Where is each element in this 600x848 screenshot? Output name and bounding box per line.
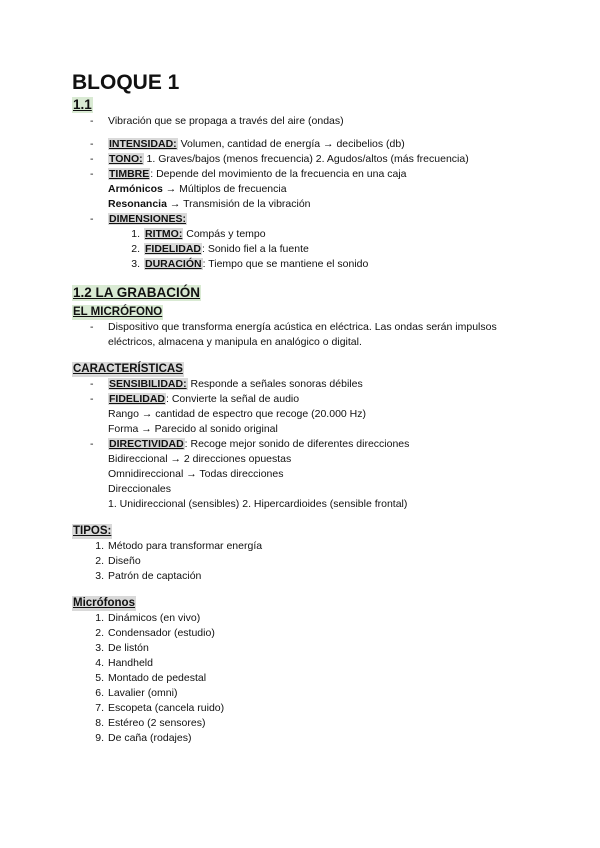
list-item: 3. Patrón de captación [95, 570, 202, 582]
bidireccional-line: Bidireccional → 2 direcciones opuestas [108, 453, 292, 465]
rango-line: Rango → cantidad de espectro que recoge (20.000 Hz) [108, 408, 366, 420]
list-item: 2. Condensador (estudio) [95, 627, 215, 639]
timbre-item: - TIMBRE: Depende del movimiento de la frecuencia en una caja [72, 167, 532, 182]
tipos-heading: TIPOS: [73, 525, 112, 537]
list-item: 5. Montado de pedestal [95, 672, 207, 684]
list-item: 6. Lavalier (omni) [95, 687, 178, 699]
caracteristicas-heading: CARACTERÍSTICAS [73, 363, 183, 375]
list-item: 9. De caña (rodajes) [95, 732, 192, 744]
fidelidad-item: - FIDELIDAD: Convierte la señal de audio [72, 392, 532, 407]
forma-line: Forma → Parecido al sonido original [108, 423, 278, 435]
tono-term: TONO: [109, 153, 143, 165]
intro-item: - Vibración que se propaga a través del aire (ondas) [72, 114, 532, 129]
microfono-definition: - Dispositivo que transforma energía acústica en eléctrica. Las ondas serán impulsos [72, 320, 532, 335]
omnidireccional-line: Omnidireccional → Todas direcciones [108, 468, 284, 480]
armonicos-line: Armónicos → Múltiplos de frecuencia [108, 183, 287, 195]
dimensiones-term: DIMENSIONES: [109, 213, 187, 225]
microfono-definition-cont: eléctricos, almacena y manipula en analógico o digital. [108, 336, 362, 348]
direccionales-tipos-line: 1. Unidireccional (sensibles) 2. Hipercardioides (sensible frontal) [108, 498, 408, 510]
list-item: 2. Diseño [95, 555, 141, 567]
list-item: 7. Escopeta (cancela ruido) [95, 702, 225, 714]
list-item: 1. Método para transformar energía [95, 540, 263, 552]
microfonos-heading: Micrófonos [73, 597, 135, 609]
resonancia-line: Resonancia → Transmisión de la vibración [108, 198, 311, 210]
microfono-heading: EL MICRÓFONO [73, 306, 163, 318]
list-item: 8. Estéreo (2 sensores) [95, 717, 206, 729]
dimension-item: 1. RITMO: Compás y tempo [131, 228, 266, 240]
list-item: 1. Dinámicos (en vivo) [95, 612, 201, 624]
intensidad-item: - INTENSIDAD: Volumen, cantidad de energía → decibelios (db) [72, 137, 532, 152]
tono-item: - TONO: 1. Graves/bajos (menos frecuencia) 2. Agudos/altos (más frecuencia) [72, 152, 532, 167]
sensibilidad-item: - SENSIBILIDAD: Responde a señales sonoras débiles [72, 377, 532, 392]
intensidad-term: INTENSIDAD: [109, 138, 177, 150]
dimension-item: 2. FIDELIDAD: Sonido fiel a la fuente [131, 243, 309, 255]
timbre-term: TIMBRE [109, 168, 150, 180]
page-title: BLOQUE 1 [72, 71, 180, 94]
directividad-item: - DIRECTIVIDAD: Recoge mejor sonido de diferentes direcciones [72, 437, 532, 452]
list-item: 3. De listón [95, 642, 149, 654]
document-page [72, 70, 532, 746]
dimensiones-item [72, 212, 532, 227]
section-1-2-heading: 1.2 LA GRABACIÓN [73, 285, 201, 300]
direccionales-line: Direccionales [108, 483, 172, 495]
section-1-1-heading: 1.1 [73, 97, 92, 112]
list-item: 4. Handheld [95, 657, 153, 669]
dimension-item: 3. DURACIÓN: Tiempo que se mantiene el sonido [131, 258, 369, 270]
